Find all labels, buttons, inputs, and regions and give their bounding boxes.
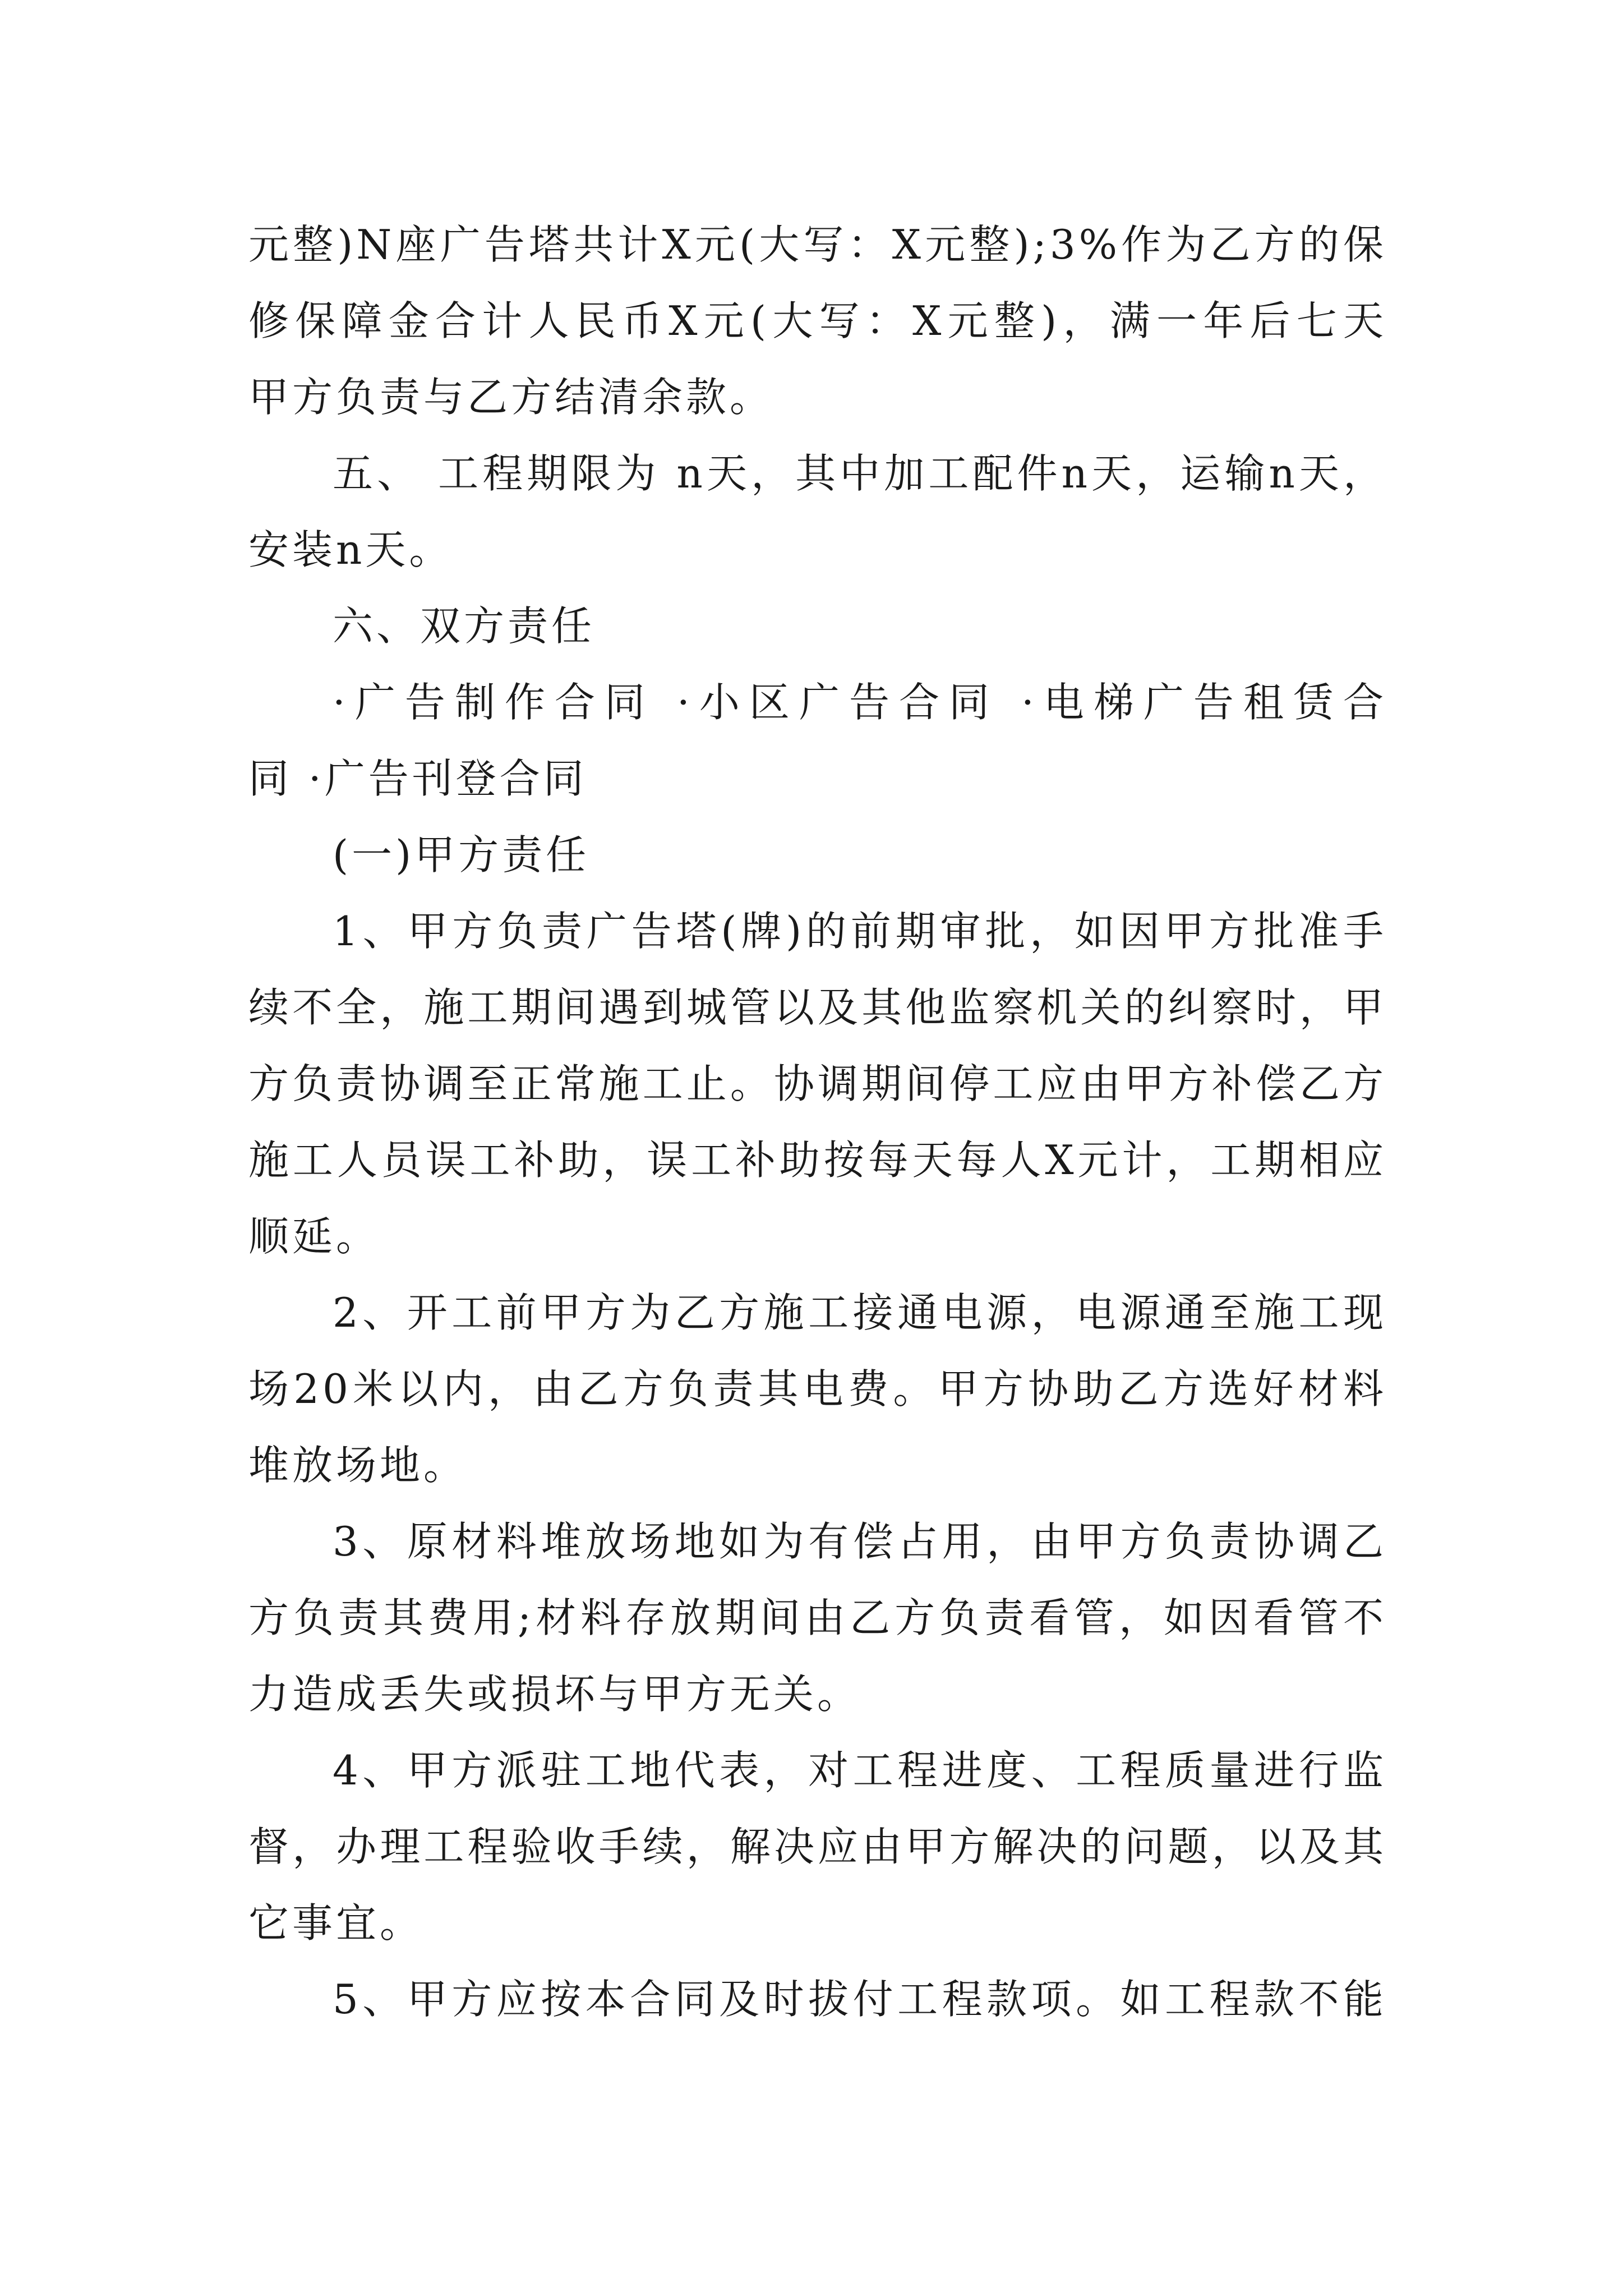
text-line: 元整)N座广告塔共计X元(大写：X元整);3%作为乙方的保 [248,221,1387,268]
text-line: 5、甲方应按本合同及时拔付工程款项。如工程款不能 [333,1976,1387,2023]
document-page [248,206,1387,2037]
text-line: 它事宜。 [248,1899,424,1947]
text-line: 施工人员误工补助，误工补助按每天每人X元计，工期相应 [248,1137,1387,1184]
text-line: 安装n天。 [248,526,453,573]
text-line: 3、原材料堆放场地如为有偿占用，由甲方负责协调乙 [333,1518,1387,1565]
text-line: 1、甲方负责广告塔(牌)的前期审批，如因甲方批准手 [333,908,1387,955]
text-line: 甲方负责与乙方结清余款。 [248,374,774,421]
text-line: 2、开工前甲方为乙方施工接通电源，电源通至施工现 [333,1289,1387,1336]
text-line: 续不全，施工期间遇到城管以及其他监察机关的纠察时，甲 [248,984,1387,1031]
text-line: 五、 工程期限为 n天，其中加工配件n天，运输n天， [333,450,1387,497]
text-line: (一)甲方责任 [333,831,590,878]
text-line: 同 ·广告刊登合同 [248,755,587,802]
text-line: ·广告制作合同 ·小区广告合同 ·电梯广告租赁合 [333,679,1387,726]
text-line: 堆放场地。 [248,1442,468,1489]
text-line: 方负责协调至正常施工止。协调期间停工应由甲方补偿乙方 [248,1060,1387,1107]
text-line: 方负责其费用;材料存放期间由乙方负责看管，如因看管不 [248,1594,1387,1641]
text-line: 场20米以内，由乙方负责其电费。甲方协助乙方选好材料 [248,1365,1387,1412]
text-line: 六、双方责任 [333,602,596,650]
text-line: 顺延。 [248,1213,380,1260]
text-line: 修保障金合计人民币X元(大写：X元整)，满一年后七天 [248,297,1387,344]
document-body [248,206,1387,2037]
text-line: 督，办理工程验收手续，解决应由甲方解决的问题，以及其 [248,1823,1387,1870]
text-line: 力造成丢失或损坏与甲方无关。 [248,1671,861,1718]
text-line: 4、甲方派驻工地代表，对工程进度、工程质量进行监 [333,1747,1387,1794]
